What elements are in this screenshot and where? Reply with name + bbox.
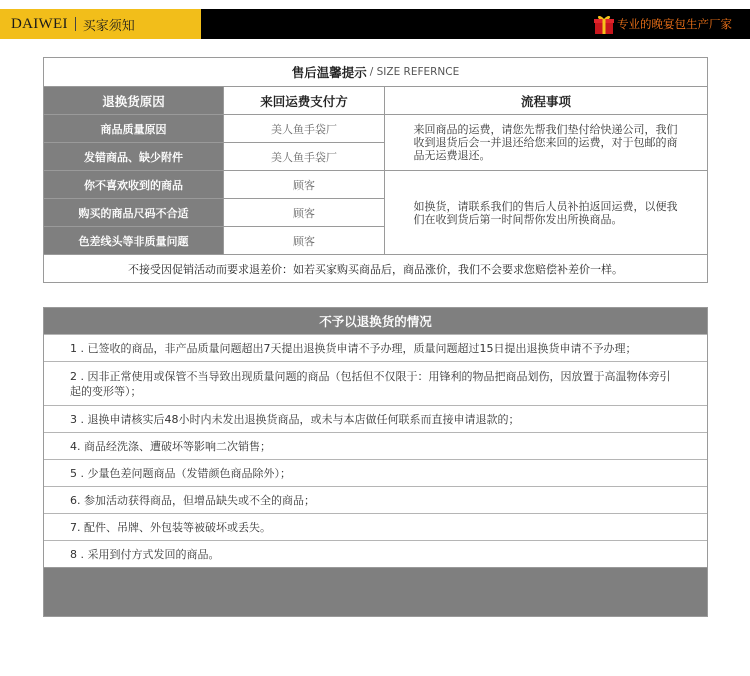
column-header-payer: 来回运费支付方 (224, 87, 384, 115)
after-sales-title (44, 58, 707, 87)
reason-cell: 商品质量原因 (44, 115, 223, 143)
buyer-notice-label: 买家须知 (82, 18, 135, 34)
brand-name: DAIWEI (11, 15, 68, 32)
after-sales-title-en: / SIZE REFERNCE (369, 66, 460, 78)
flow-cell-refund (385, 115, 707, 171)
slogan-text: 专业的晚宴包生产厂家 (617, 17, 732, 31)
flow-text: 如换货，请联系我们的售后人员补拍返回运费，以便我们在收到货后第一时间帮你发出所换商品。 (413, 199, 678, 226)
payer-cell: 美人鱼手袋厂 (224, 143, 384, 171)
list-item: 3 . 退换申请核实后48小时内未发出退换货商品，或未与本店做任何联系而直接申请退款的； (44, 405, 707, 432)
reason-cell: 你不喜欢收到的商品 (44, 171, 223, 199)
after-sales-title-cn: 售后温馨提示 (291, 65, 367, 80)
slogan (593, 9, 732, 39)
list-item: 8 . 采用到付方式发回的商品。 (44, 540, 707, 567)
payer-cell: 顾客 (293, 234, 315, 248)
reason-cell: 色差线头等非质量问题 (44, 227, 223, 254)
list-item: 6. 参加活动获得商品，但增品缺失或不全的商品； (44, 486, 707, 513)
flow-cell-exchange (385, 171, 707, 254)
brand-box (0, 9, 201, 39)
payer-cell: 顾客 (224, 171, 384, 199)
gift-box-icon (593, 13, 615, 35)
price-difference-note: 不接受因促销活动而要求退差价：如若买家购买商品后，商品涨价，我们不会要求您赔偿补差价一样。 (44, 254, 707, 282)
brand-divider (75, 17, 76, 31)
after-sales-table (43, 57, 708, 283)
reason-cell: 购买的商品尺码不合适 (44, 199, 223, 227)
list-item: 2 . 因非正常使用或保管不当导致出现质量问题的商品（包括但不仅限于：用锋利的物品把商品划伤，因放置于高温物体旁引起的变形等）； (44, 361, 707, 405)
top-banner (0, 9, 750, 39)
column-header-flow: 流程事项 (385, 87, 707, 115)
no-return-table (43, 307, 708, 617)
payer-cell: 美人鱼手袋厂 (224, 115, 384, 143)
payer-cell: 顾客 (224, 199, 384, 227)
column-header-reason: 退换货原因 (44, 87, 223, 115)
no-return-title: 不予以退换货的情况 (44, 308, 707, 334)
table-footer-bar (44, 567, 707, 616)
reason-cell: 发错商品、缺少附件 (44, 143, 223, 171)
flow-column (384, 87, 707, 254)
flow-text: 来回商品的运费，请您先帮我们垫付给快递公司，我们收到退货后会一并退还给您来回的运费，对于包邮的商品无运费退还。 (413, 123, 678, 162)
list-item: 7. 配件、吊牌、外包装等被破坏或丢失。 (44, 513, 707, 540)
after-sales-grid (44, 87, 707, 254)
reason-column (44, 87, 223, 254)
list-item: 5 . 少量色差问题商品（发错颜色商品除外）； (44, 459, 707, 486)
list-item: 1 . 已签收的商品，非产品质量问题超出7天提出退换货申请不予办理，质量问题超过15日提出退换货申请不予办理； (44, 334, 707, 361)
payer-column (223, 87, 384, 254)
list-item: 4. 商品经洗涤、遭破坏等影响二次销售； (44, 432, 707, 459)
